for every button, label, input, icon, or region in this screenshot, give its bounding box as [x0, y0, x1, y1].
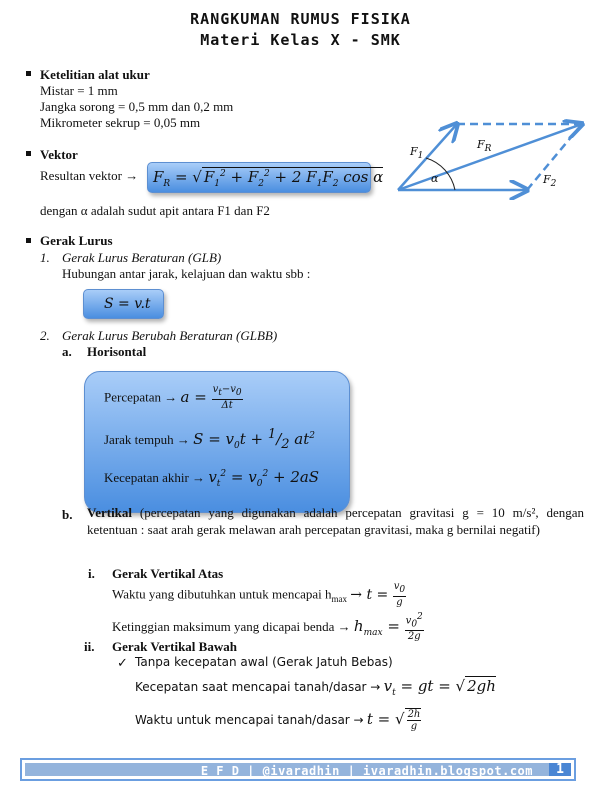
glb-formula-box [83, 289, 164, 319]
kecepatan-bawah-label: Kecepatan saat mencapai tanah/dasar → [135, 680, 381, 694]
resultan-formula-box [147, 162, 384, 193]
glbb-title: Gerak Lurus Berubah Beraturan (GLBB) [62, 328, 278, 343]
checkmark-icon: ✓ [117, 655, 128, 670]
glbb-number: 2. [40, 328, 50, 343]
vertikal-letter: b. [62, 507, 73, 522]
glb-number: 1. [40, 250, 50, 265]
jarak-formula: $S = v_0t + ^1/_2$ $at^2$ [193, 427, 316, 452]
vertikal-paragraph [87, 505, 584, 538]
glb-formula: S = v.t [104, 296, 151, 312]
kecepatan-bawah-row [135, 677, 496, 698]
kecepatan-label: Kecepatan akhir → [104, 470, 206, 485]
footer-inner [25, 763, 571, 776]
ketelitian-line: Mistar = 1 mm [40, 83, 118, 98]
alpha-label: α [431, 172, 439, 185]
vektor-heading: Vektor [40, 147, 78, 162]
waktu-bawah-label: Waktu untuk mencapai tanah/dasar → [135, 713, 364, 727]
percepatan-label: Percepatan → [104, 389, 178, 405]
percepatan-row [104, 384, 243, 411]
ketelitian-heading: Ketelitian alat ukur [40, 67, 150, 82]
hmax-subscript: max [331, 594, 348, 605]
percepatan-formula: a = $\frac{v_t-v_0}{\Delta t}$ [180, 384, 242, 411]
gerak-lurus-heading: Gerak Lurus [40, 233, 113, 248]
tinggi-formula: $h_{max}$ = $\frac{v_0^2}{2g}$ [353, 612, 423, 643]
glbb-formula-box [84, 371, 350, 513]
horisontal-title: Horisontal [87, 344, 147, 359]
f2-label: $F_2$ [543, 173, 557, 190]
jarak-row [104, 427, 315, 452]
footer-bar [20, 758, 576, 781]
bawah-title: Gerak Vertikal Bawah [112, 639, 237, 654]
kecepatan-bawah-formula: $v_t$ = gt = √ 2gh [383, 677, 496, 698]
resultan-label: Resultan vektor → [40, 168, 139, 183]
kecepatan-row [104, 468, 319, 489]
vektor-note: dengan α adalah sudut apit antara F1 dan F2 [40, 203, 270, 218]
vertikal-title: Vertikal [87, 505, 133, 520]
waktu-atas-formula: → t = $\frac{v_0}{g}$ [350, 581, 406, 608]
waktu-atas-row [112, 581, 406, 608]
atas-title: Gerak Vertikal Atas [112, 566, 224, 581]
waktu-atas-label: Waktu yang dibutuhkan untuk mencapai h [112, 586, 332, 602]
title-line-2: Materi Kelas X - SMK [200, 31, 401, 49]
bullet-icon [26, 71, 31, 76]
fr-label: $F_R$ [477, 138, 492, 155]
bawah-number: ii. [84, 639, 95, 654]
title-line-1: RANGKUMAN RUMUS FISIKA [190, 10, 411, 28]
glb-title: Gerak Lurus Beraturan (GLB) [62, 250, 222, 265]
horisontal-letter: a. [62, 344, 72, 359]
resultan-formula: $F_R$ = √ $F_1^2 + F_2^2 + 2$ $F_1F_2$ cos α [153, 168, 384, 189]
ketelitian-line: Mikrometer sekrup = 0,05 mm [40, 115, 201, 130]
tinggi-row [112, 612, 424, 642]
page-number: 1 [549, 763, 571, 776]
ketelitian-line: Jangka sorong = 0,5 mm dan 0,2 mm [40, 99, 234, 114]
check-item: Tanpa kecepatan awal (Gerak Jatuh Bebas) [135, 655, 393, 669]
glb-desc: Hubungan antar jarak, kelajuan dan waktu sbb : [62, 266, 311, 281]
atas-number: i. [88, 566, 95, 581]
jarak-label: Jarak tempuh → [104, 432, 190, 447]
bullet-icon [26, 151, 31, 156]
f1-label: $F_1$ [410, 145, 424, 162]
waktu-bawah-formula: t = √ $\frac{2h}{g}$ [366, 709, 421, 732]
waktu-bawah-row [135, 708, 421, 732]
kecepatan-formula: $v_t^2 = v_0^2 + 2aS$ [208, 468, 320, 489]
bullet-icon [26, 238, 31, 243]
vertikal-desc: (percepatan yang digunakan adalah percepatan gravitasi g = 10 m/s², dengan ketentuan : saat arah gerak melawan arah percepatan gravitasi, maka g bernilai negatif) [87, 505, 585, 537]
tinggi-label: Ketinggian maksimum yang dicapai benda → [112, 619, 351, 635]
footer-text: E F D | @ivaradhin | ivaradhin.blogspot.com [200, 764, 533, 778]
